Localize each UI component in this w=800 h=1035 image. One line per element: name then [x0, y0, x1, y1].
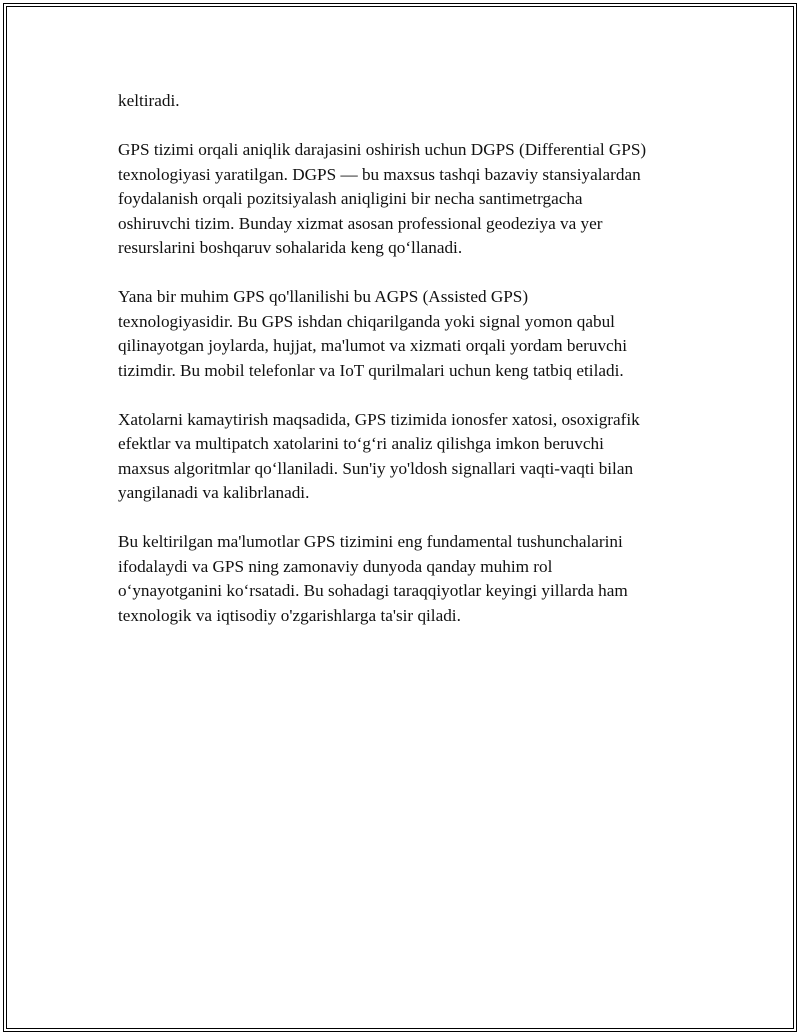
paragraph-dgps: GPS tizimi orqali aniqlik darajasini oshirish uchun DGPS (Differential GPS) texnologiyasi yaratilgan. DGPS — bu maxsus tashqi bazaviy stansiyalardan foydalanish orqali pozitsiyalash aniqligini bir necha santimetrgacha oshiruvchi tizim. Bunday xizmat asosan professional geodeziya va yer resurslarini boshqaruv sohalarida keng qo‘llanadi.: [118, 140, 647, 257]
paragraph-continuation: keltiradi.: [118, 91, 180, 110]
paragraph-conclusion: Bu keltirilgan ma'lumotlar GPS tizimini eng fundamental tushunchalarini ifodalaydi va GPS ning zamonaviy dunyoda qanday muhim rol o‘ynayotganini ko‘rsatadi. Bu sohadagi taraqqiyotlar keyingi yillarda ham texnologik va iqtisodiy o'zgarishlarga ta'sir qiladi.: [118, 532, 628, 625]
paragraph-agps: Yana bir muhim GPS qo'llanilishi bu AGPS (Assisted GPS) texnologiyasidir. Bu GPS ishdan chiqarilganda yoki signal yomon qabul qilinayotgan joylarda, hujjat, ma'lumot va xizmati orqali yordam beruvchi tizimdir. Bu mobil telefonlar va IoT qurilmalari uchun keng tatbiq etiladi.: [118, 287, 628, 380]
document-body: [118, 89, 698, 653]
paragraph-error-reduction: Xatolarni kamaytirish maqsadida, GPS tizimida ionosfer xatosi, osoxigrafik efektlar va multipatch xatolarini to‘g‘ri analiz qilishga imkon beruvchi maxsus algoritmlar qo‘llaniladi. Sun'iy yo'ldosh signallari vaqti-vaqti bilan yangilanadi va kalibrlanadi.: [118, 409, 640, 502]
